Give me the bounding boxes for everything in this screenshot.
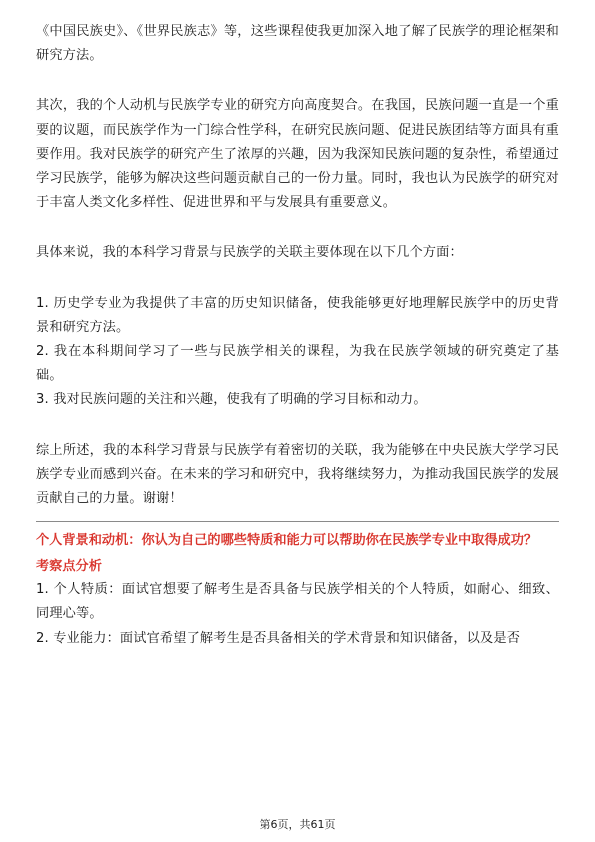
- list-item-3: 3. 我对民族问题的关注和兴趣，使我有了明确的学习目标和动力。: [36, 392, 427, 408]
- page-number: 第6页，共61页: [259, 818, 336, 831]
- spacer: [36, 68, 559, 94]
- paragraph-courses: 《中国民族史》、《世界民族志》等，这些课程使我更加深入地了解了民族学的理论框架和研究方法。: [36, 24, 559, 64]
- spacer: [36, 215, 559, 241]
- list-item-2: 2. 我在本科期间学习了一些与民族学相关的课程，为我在民族学领域的研究奠定了基础。: [36, 344, 559, 384]
- analysis-heading: 考察点分析: [36, 559, 102, 575]
- paragraph-intro-list: 具体来说，我的本科学习背景与民族学的关联主要体现在以下几个方面：: [36, 245, 463, 261]
- spacer: [36, 413, 559, 439]
- question-title: 个人背景和动机：你认为自己的哪些特质和能力可以帮助你在民族学专业中取得成功？: [36, 533, 538, 549]
- analysis-item-1: 1. 个人特质：面试官想要了解考生是否具备与民族学相关的个人特质，如耐心、细致、同理心等。: [36, 582, 559, 622]
- list-item-1: 1. 历史学专业为我提供了丰富的历史知识储备，使我能够更好地理解民族学中的历史背景和研究方法。: [36, 295, 559, 335]
- spacer: [36, 266, 559, 292]
- document-page: [36, 20, 559, 651]
- paragraph-motivation: 其次，我的个人动机与民族学专业的研究方向高度契合。在我国，民族问题一直是一个重要的议题，而民族学作为一门综合性学科，在研究民族问题、促进民族团结等方面具有重要作用。我对民族学的研究产生了浓厚的兴趣，因为我深知民族问题的复杂性，希望通过学习民族学，能够为解决这些问题贡献自己的一份力量。同时，我也认为民族学的研究对于丰富人类文化多样性、促进世界和平与发展具有重要意义。: [36, 98, 559, 211]
- paragraph-conclusion: 综上所述，我的本科学习背景与民族学有着密切的关联，我为能够在中央民族大学学习民族学专业而感到兴奋。在未来的学习和研究中，我将继续努力，为推动我国民族学的发展贡献自己的力量。谢谢！: [36, 442, 559, 507]
- section-divider: [36, 521, 559, 522]
- analysis-item-2: 2. 专业能力：面试官希望了解考生是否具备相关的学术背景和知识储备，以及是否: [36, 630, 521, 646]
